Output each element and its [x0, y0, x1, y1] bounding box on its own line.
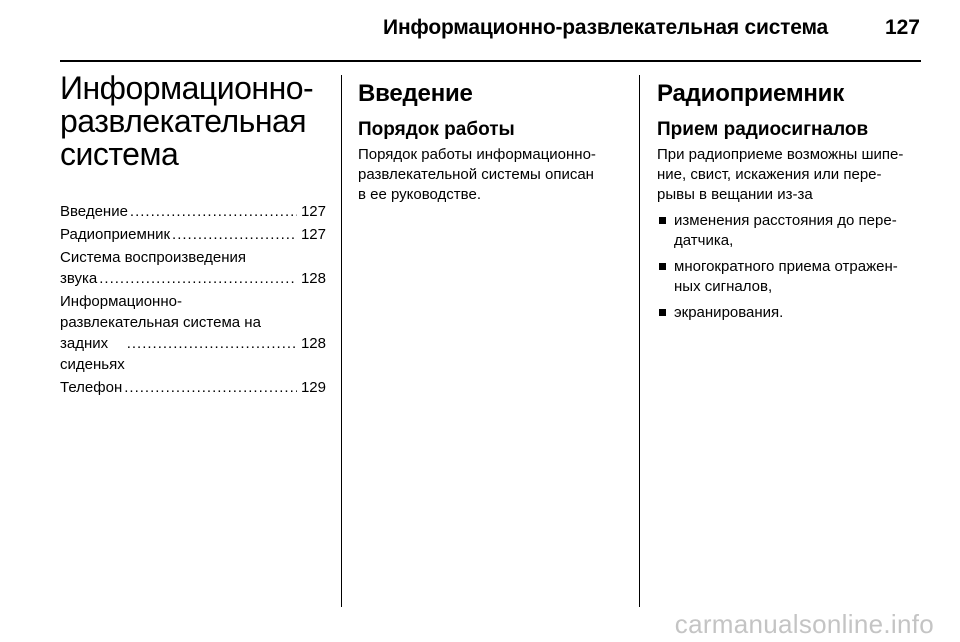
toc-entry-introduction[interactable] — [60, 201, 326, 222]
text-line: изменения расстояния до пере- — [674, 212, 897, 229]
toc-leader-dots — [127, 333, 297, 354]
chapter-column — [60, 72, 326, 400]
text-line: многократного приема отражен- — [674, 258, 898, 275]
text-line: При радиоприеме возможны шипе- — [657, 146, 904, 163]
text-line: ние, свист, искажения или пере- — [657, 166, 882, 183]
chapter-title — [60, 72, 326, 171]
toc-page-number: 127 — [300, 226, 326, 243]
text-line: развлекательной системы описан — [358, 166, 594, 183]
toc-page-number: 128 — [300, 270, 326, 287]
toc-entry-label: Телефон — [60, 379, 123, 396]
running-title: Информационно-развлекательная система — [383, 16, 828, 39]
toc-entry-radio[interactable] — [60, 224, 326, 245]
toc-entry-label: Радиоприемник — [60, 226, 171, 243]
radio-column — [657, 72, 923, 329]
introduction-column — [358, 72, 624, 211]
list-item — [657, 303, 923, 323]
toc-entry-label: Введение — [60, 203, 128, 220]
subsection-title: Порядок работы — [358, 119, 515, 140]
toc-leader-dots — [130, 201, 297, 222]
chapter-title-line: система — [60, 136, 179, 172]
page-number: 127 — [884, 16, 920, 39]
toc-entry-label: развлекательная система на — [60, 314, 261, 331]
toc-leader-dots — [99, 268, 297, 289]
toc-leader-dots — [124, 377, 297, 398]
text-line: Порядок работы информационно- — [358, 146, 596, 163]
toc-entry-label: Система воспроизведения — [60, 249, 246, 266]
page-header — [60, 14, 920, 50]
square-bullet-icon — [659, 263, 666, 270]
table-of-contents — [60, 201, 326, 398]
toc-entry-phone[interactable] — [60, 377, 326, 398]
square-bullet-icon — [659, 309, 666, 316]
text-line: экранирования. — [674, 304, 784, 321]
watermark: carmanualsonline.info — [674, 609, 934, 639]
toc-entry-label: задних сиденьях — [60, 335, 125, 373]
toc-leader-dots — [172, 224, 297, 245]
text-line: ных сигналов, — [674, 278, 773, 295]
column-divider — [639, 75, 640, 607]
list-item — [657, 257, 923, 297]
square-bullet-icon — [659, 217, 666, 224]
toc-page-number: 128 — [300, 335, 326, 352]
toc-entry-audio-system[interactable] — [60, 247, 326, 289]
text-line: рывы в вещании из-за — [657, 186, 813, 203]
text-line: датчика, — [674, 232, 734, 249]
column-divider — [341, 75, 342, 607]
body-paragraph — [657, 145, 923, 205]
chapter-title-line: развлекательная — [60, 103, 307, 139]
toc-page-number: 129 — [300, 379, 326, 396]
toc-entry-label: Информационно- — [60, 293, 182, 310]
list-item — [657, 211, 923, 251]
toc-page-number: 127 — [300, 203, 326, 220]
text-line: в ее руководстве. — [358, 186, 481, 203]
subsection-title: Прием радиосигналов — [657, 119, 869, 140]
chapter-title-line: Информационно- — [60, 70, 314, 106]
bullet-list — [657, 211, 923, 323]
toc-entry-label: звука — [60, 270, 98, 287]
section-title: Введение — [358, 80, 473, 107]
toc-entry-rear-seat-system[interactable] — [60, 291, 326, 375]
header-rule — [60, 60, 921, 62]
section-title: Радиоприемник — [657, 80, 845, 107]
body-paragraph — [358, 145, 624, 205]
